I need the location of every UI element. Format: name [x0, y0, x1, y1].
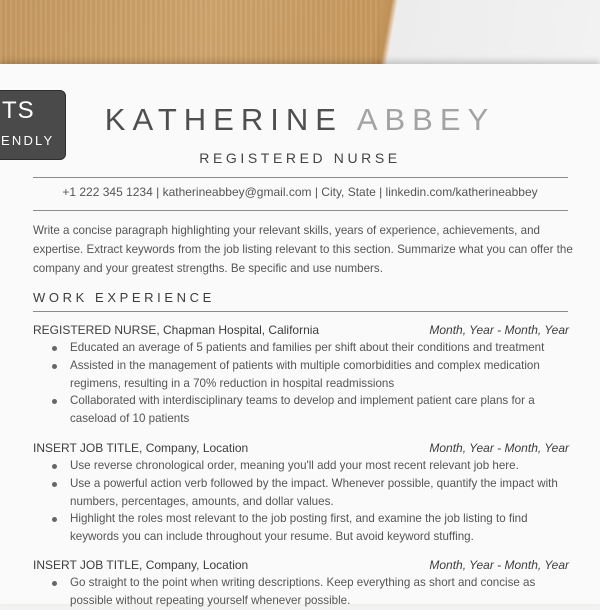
job-header	[33, 556, 569, 574]
job-role: INSERT JOB TITLE, Company, Location	[33, 558, 249, 572]
job-entry	[33, 556, 569, 610]
job-bullet: Use a powerful action verb followed by the impact. Whenever possible, quantify the impact with numbers, percentages, amounts, and dollar values.	[33, 475, 569, 511]
divider	[33, 177, 568, 178]
job-header	[33, 321, 569, 339]
job-bullet: Highlight the roles most relevant to the job posting first, and examine the job listing to find keywords you can include throughout your resume. But avoid keyword stuffing.	[33, 510, 569, 546]
job-title: REGISTERED NURSE	[199, 150, 401, 166]
job-header	[33, 439, 569, 457]
job-role: INSERT JOB TITLE, Company, Location	[33, 441, 249, 455]
job-dates: Month, Year - Month, Year	[429, 441, 569, 455]
divider	[33, 311, 568, 312]
summary-paragraph: Write a concise paragraph highlighting your relevant skills, years of experience, achievements, and expertise. Extract keywords from the job listing relevant to this section. Summarize what you can offer the company and your greatest strengths. Be specific and use numbers.	[33, 224, 573, 275]
job-dates: Month, Year - Month, Year	[429, 323, 569, 337]
kraft-paper-texture	[0, 0, 380, 70]
candidate-name	[0, 102, 600, 138]
first-name: KATHERINE	[104, 102, 343, 137]
job-bullet: Use reverse chronological order, meaning you'll add your most recent relevant job here.	[33, 457, 569, 475]
job-dates: Month, Year - Month, Year	[429, 558, 569, 572]
section-title-work-experience: WORK EXPERIENCE	[33, 290, 215, 305]
job-bullet: Assisted in the management of patients with multiple comorbidities and complex medication regimens, resulting in a 70% reduction in hospital readmissions	[33, 357, 569, 393]
badge-line-1: TS	[2, 97, 35, 124]
job-bullet: Collaborated with interdisciplinary teams to develop and implement patient care plans for a caseload of 10 patients	[33, 392, 569, 428]
job-bullets	[33, 339, 569, 428]
job-bullets	[33, 574, 569, 610]
job-entry	[33, 321, 569, 428]
contact-line: +1 222 345 1234 | katherineabbey@gmail.com | City, State | linkedin.com/katherineabbey	[62, 185, 538, 199]
job-bullet: Educated an average of 5 patients and families per shift about their conditions and treatment	[33, 339, 569, 357]
divider	[33, 210, 568, 211]
last-name: ABBEY	[356, 102, 496, 137]
job-role: REGISTERED NURSE, Chapman Hospital, California	[33, 323, 320, 337]
job-entry	[33, 439, 569, 546]
badge-line-2: ENDLY	[1, 133, 55, 148]
job-bullets	[33, 457, 569, 546]
job-bullet: Go straight to the point when writing descriptions. Keep everything as short and concise as possible without repeating yourself whenever possible.	[33, 574, 569, 610]
